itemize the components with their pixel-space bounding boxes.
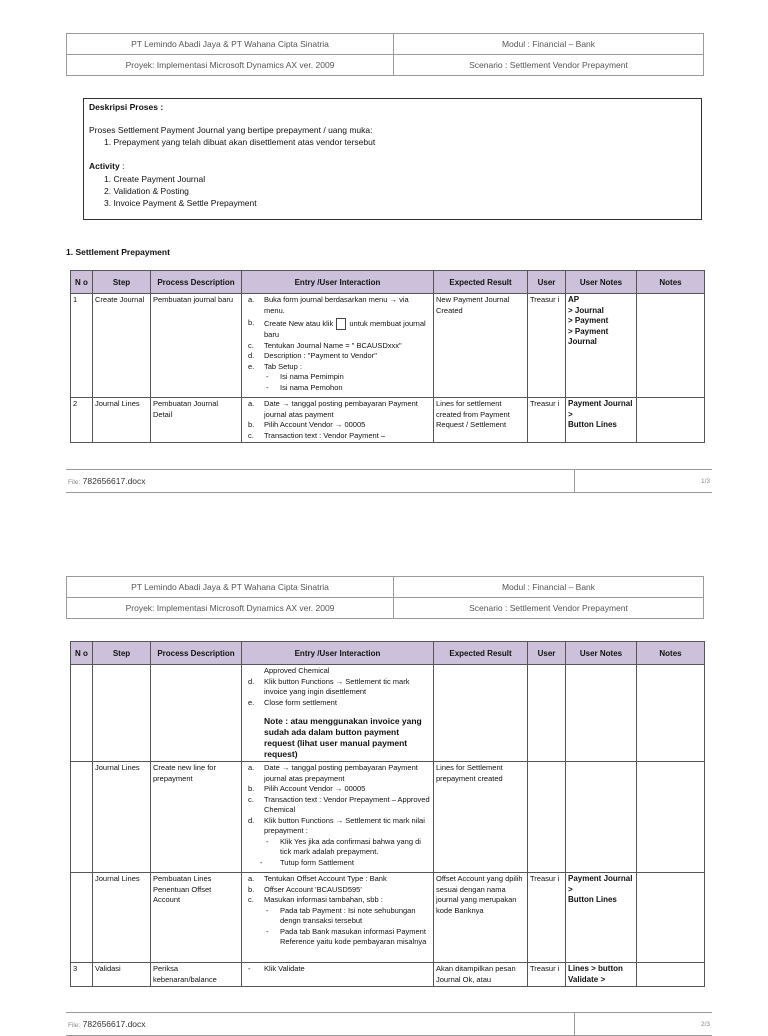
proyek-label: Proyek: Implementasi Microsoft Dynamics AX ver. 2009: [67, 55, 394, 76]
entry-item: c. Tentukan Journal Name = " BCAUSDxxx": [248, 340, 402, 350]
row-expected: Akan ditampilkan pesan Journal Ok, atau: [434, 963, 528, 987]
entry-item: d. Klik button Functions → Settlement tic mark invoice yang ingin disettlement: [248, 676, 410, 696]
entry-item: Approved Chemical: [264, 666, 330, 675]
col-process: Process Description: [151, 271, 242, 294]
table-row: [71, 294, 705, 398]
row-step: Journal Lines: [93, 762, 151, 873]
entry-item: b. Pilih Account Vendor → 00005: [248, 420, 366, 429]
desc-title: Deskripsi Proses :: [89, 102, 164, 112]
row-no: 3: [71, 963, 93, 987]
row-process: Pembuatan journal baru: [151, 294, 242, 398]
table-header-row: [71, 642, 705, 665]
entry-item: e. Tab Setup :: [248, 361, 302, 371]
col-step: Step: [93, 271, 151, 294]
row-user-notes: Payment Journal > Button Lines: [566, 873, 637, 963]
row-expected: Lines for settlement created from Payment Request / Settlement: [434, 398, 528, 443]
col-process: Process Description: [151, 642, 242, 665]
col-step: Step: [93, 642, 151, 665]
scenario-label: Scenario : Settlement Vendor Prepayment: [394, 55, 704, 76]
row-user-notes: Lines > button Validate >: [566, 963, 637, 987]
row-notes: [637, 398, 705, 443]
table-row: [71, 665, 705, 762]
row-notes: [637, 294, 705, 398]
footer-file: File: 782656617.docx: [68, 476, 146, 486]
entry-item: d. Description : "Payment to Vendor": [248, 351, 377, 360]
row-entry: [242, 873, 434, 963]
entry-item: - Klik Validate: [248, 964, 305, 973]
row-process: Pembuatan Lines Penentuan Offset Account: [151, 873, 242, 963]
table-row: [71, 762, 705, 873]
row-expected: New Payment Journal Created: [434, 294, 528, 398]
row-no: 1: [71, 294, 93, 398]
table-row: [71, 873, 705, 963]
row-no: 2: [71, 398, 93, 443]
entry-subitem: - Isi nama Pemimpin: [266, 372, 344, 381]
row-user: Treasur i: [528, 398, 566, 443]
entry-subitem: - Isi nama Pemohon: [266, 382, 343, 392]
col-notes: Notes: [637, 271, 705, 294]
col-user: User: [528, 642, 566, 665]
activity-colon: :: [119, 161, 125, 171]
entry-note: Note : atau menggunakan invoice yang sudah ada dalam button payment request (lihat user manual payment request): [264, 716, 422, 759]
page1-header: [66, 33, 704, 76]
scenario-label: Scenario : Settlement Vendor Prepayment: [394, 598, 704, 619]
entry-item: a. Buka form journal berdasarkan menu → via menu.: [248, 295, 409, 315]
modul-label: Modul : Financial – Bank: [394, 577, 704, 598]
activity-item: 1. Create Payment Journal: [104, 174, 206, 184]
row-process: Create new line for prepayment: [151, 762, 242, 873]
description-box: [83, 98, 702, 220]
modul-label: Modul : Financial – Bank: [394, 34, 704, 55]
new-icon: [336, 318, 346, 330]
entry-item: c. Transaction text : Vendor Payment –: [248, 430, 386, 440]
entry-subitem: - Pada tab Payment : Isi note sehubungan dengn transaksi tersebut: [266, 905, 416, 925]
desc-intro: Proses Settlement Payment Journal yang bertipe prepayment / uang muka:: [89, 125, 373, 135]
entry-item: b. Pilih Account Vendor → 00005: [248, 784, 366, 793]
page2-footer: [66, 1012, 712, 1036]
row-process: Pembuatan Journal Detail: [151, 398, 242, 443]
row-user-notes: AP > Journal > Payment > Payment Journal: [566, 294, 637, 398]
page1-footer: [66, 469, 712, 493]
row-user: Treasur i: [528, 873, 566, 963]
row-step: Journal Lines: [93, 398, 151, 443]
entry-item: c. Transaction text : Vendor Prepayment – Approved Chemical: [248, 794, 430, 814]
entry-item: a. Tentukan Offset Account Type : Bank: [248, 874, 387, 883]
row-step: Journal Lines: [93, 873, 151, 963]
section-title: 1. Settlement Prepayment: [66, 247, 170, 257]
proyek-label: Proyek: Implementasi Microsoft Dynamics AX ver. 2009: [67, 598, 394, 619]
process-table-page2: [70, 641, 705, 987]
row-step: Validasi: [93, 963, 151, 987]
footer-page-number: 2/3: [700, 1021, 710, 1028]
row-entry: [242, 294, 434, 398]
process-table-page1: [70, 270, 705, 443]
entry-item: a. Date → tanggal posting pembayaran Payment journal atas payment: [248, 399, 418, 419]
entry-item: c. Masukan informasi tambahan, sbb :: [248, 895, 383, 904]
entry-item: b. Create New atau klik untuk membuat journal baru: [248, 318, 426, 339]
row-user: Treasur i: [528, 294, 566, 398]
entry-subitem: - Klik Yes jika ada confirmasi bahwa yang di tick mark adalah prepayment.: [266, 836, 421, 856]
row-expected: Lines for Settlement prepayment created: [434, 762, 528, 873]
row-entry: [242, 762, 434, 873]
col-notes: Notes: [637, 642, 705, 665]
row-entry: [242, 963, 434, 987]
col-no: N o: [71, 271, 93, 294]
desc-intro-item: 1. Prepayment yang telah dibuat akan disettlement atas vendor tersebut: [104, 137, 376, 147]
row-entry: [242, 665, 434, 762]
row-process: Periksa kebenaran/balance: [151, 963, 242, 987]
entry-subitem: - Pada tab Bank masukan informasi Payment Reference yaitu kode pembayaran misalnya: [266, 926, 427, 946]
activity-item: 2. Validation & Posting: [104, 186, 189, 196]
table-header-row: [71, 271, 705, 294]
entry-item: d. Klik button Functions → Settlement tic mark nilai prepayment :: [248, 815, 425, 835]
row-step: Create Journal: [93, 294, 151, 398]
company-name: PT Lemindo Abadi Jaya & PT Wahana Cipta Sinatria: [67, 34, 394, 55]
col-user: User: [528, 271, 566, 294]
activity-heading: [89, 161, 124, 171]
footer-file: File: 782656617.docx: [68, 1019, 146, 1029]
company-name: PT Lemindo Abadi Jaya & PT Wahana Cipta Sinatria: [67, 577, 394, 598]
row-user-notes: Payment Journal > Button Lines: [566, 398, 637, 443]
col-user-notes: User Notes: [566, 271, 637, 294]
col-entry: Entry /User Interaction: [242, 642, 434, 665]
entry-subitem: - Tutup form Sattlement: [260, 857, 354, 867]
activity-label: Activity: [89, 161, 120, 171]
row-expected: Offset Account yang dpilih sesuai dengan nama journal yang merupakan kode Banknya: [434, 873, 528, 963]
page2-header: [66, 576, 704, 619]
col-expected: Expected Result: [434, 642, 528, 665]
row-entry: [242, 398, 434, 443]
col-entry: Entry /User Interaction: [242, 271, 434, 294]
col-user-notes: User Notes: [566, 642, 637, 665]
entry-item: a. Date → tanggal posting pembayaran Payment journal atas prepayment: [248, 763, 418, 783]
footer-page-number: 1/3: [700, 478, 710, 485]
table-row: [71, 398, 705, 443]
col-expected: Expected Result: [434, 271, 528, 294]
activity-item: 3. Invoice Payment & Settle Prepayment: [104, 198, 257, 208]
entry-item: b. Offser Account 'BCAUSD595': [248, 884, 362, 894]
row-user: Treasur i: [528, 963, 566, 987]
col-no: N o: [71, 642, 93, 665]
table-row: [71, 963, 705, 987]
entry-item: e. Close form settlement: [248, 697, 337, 707]
